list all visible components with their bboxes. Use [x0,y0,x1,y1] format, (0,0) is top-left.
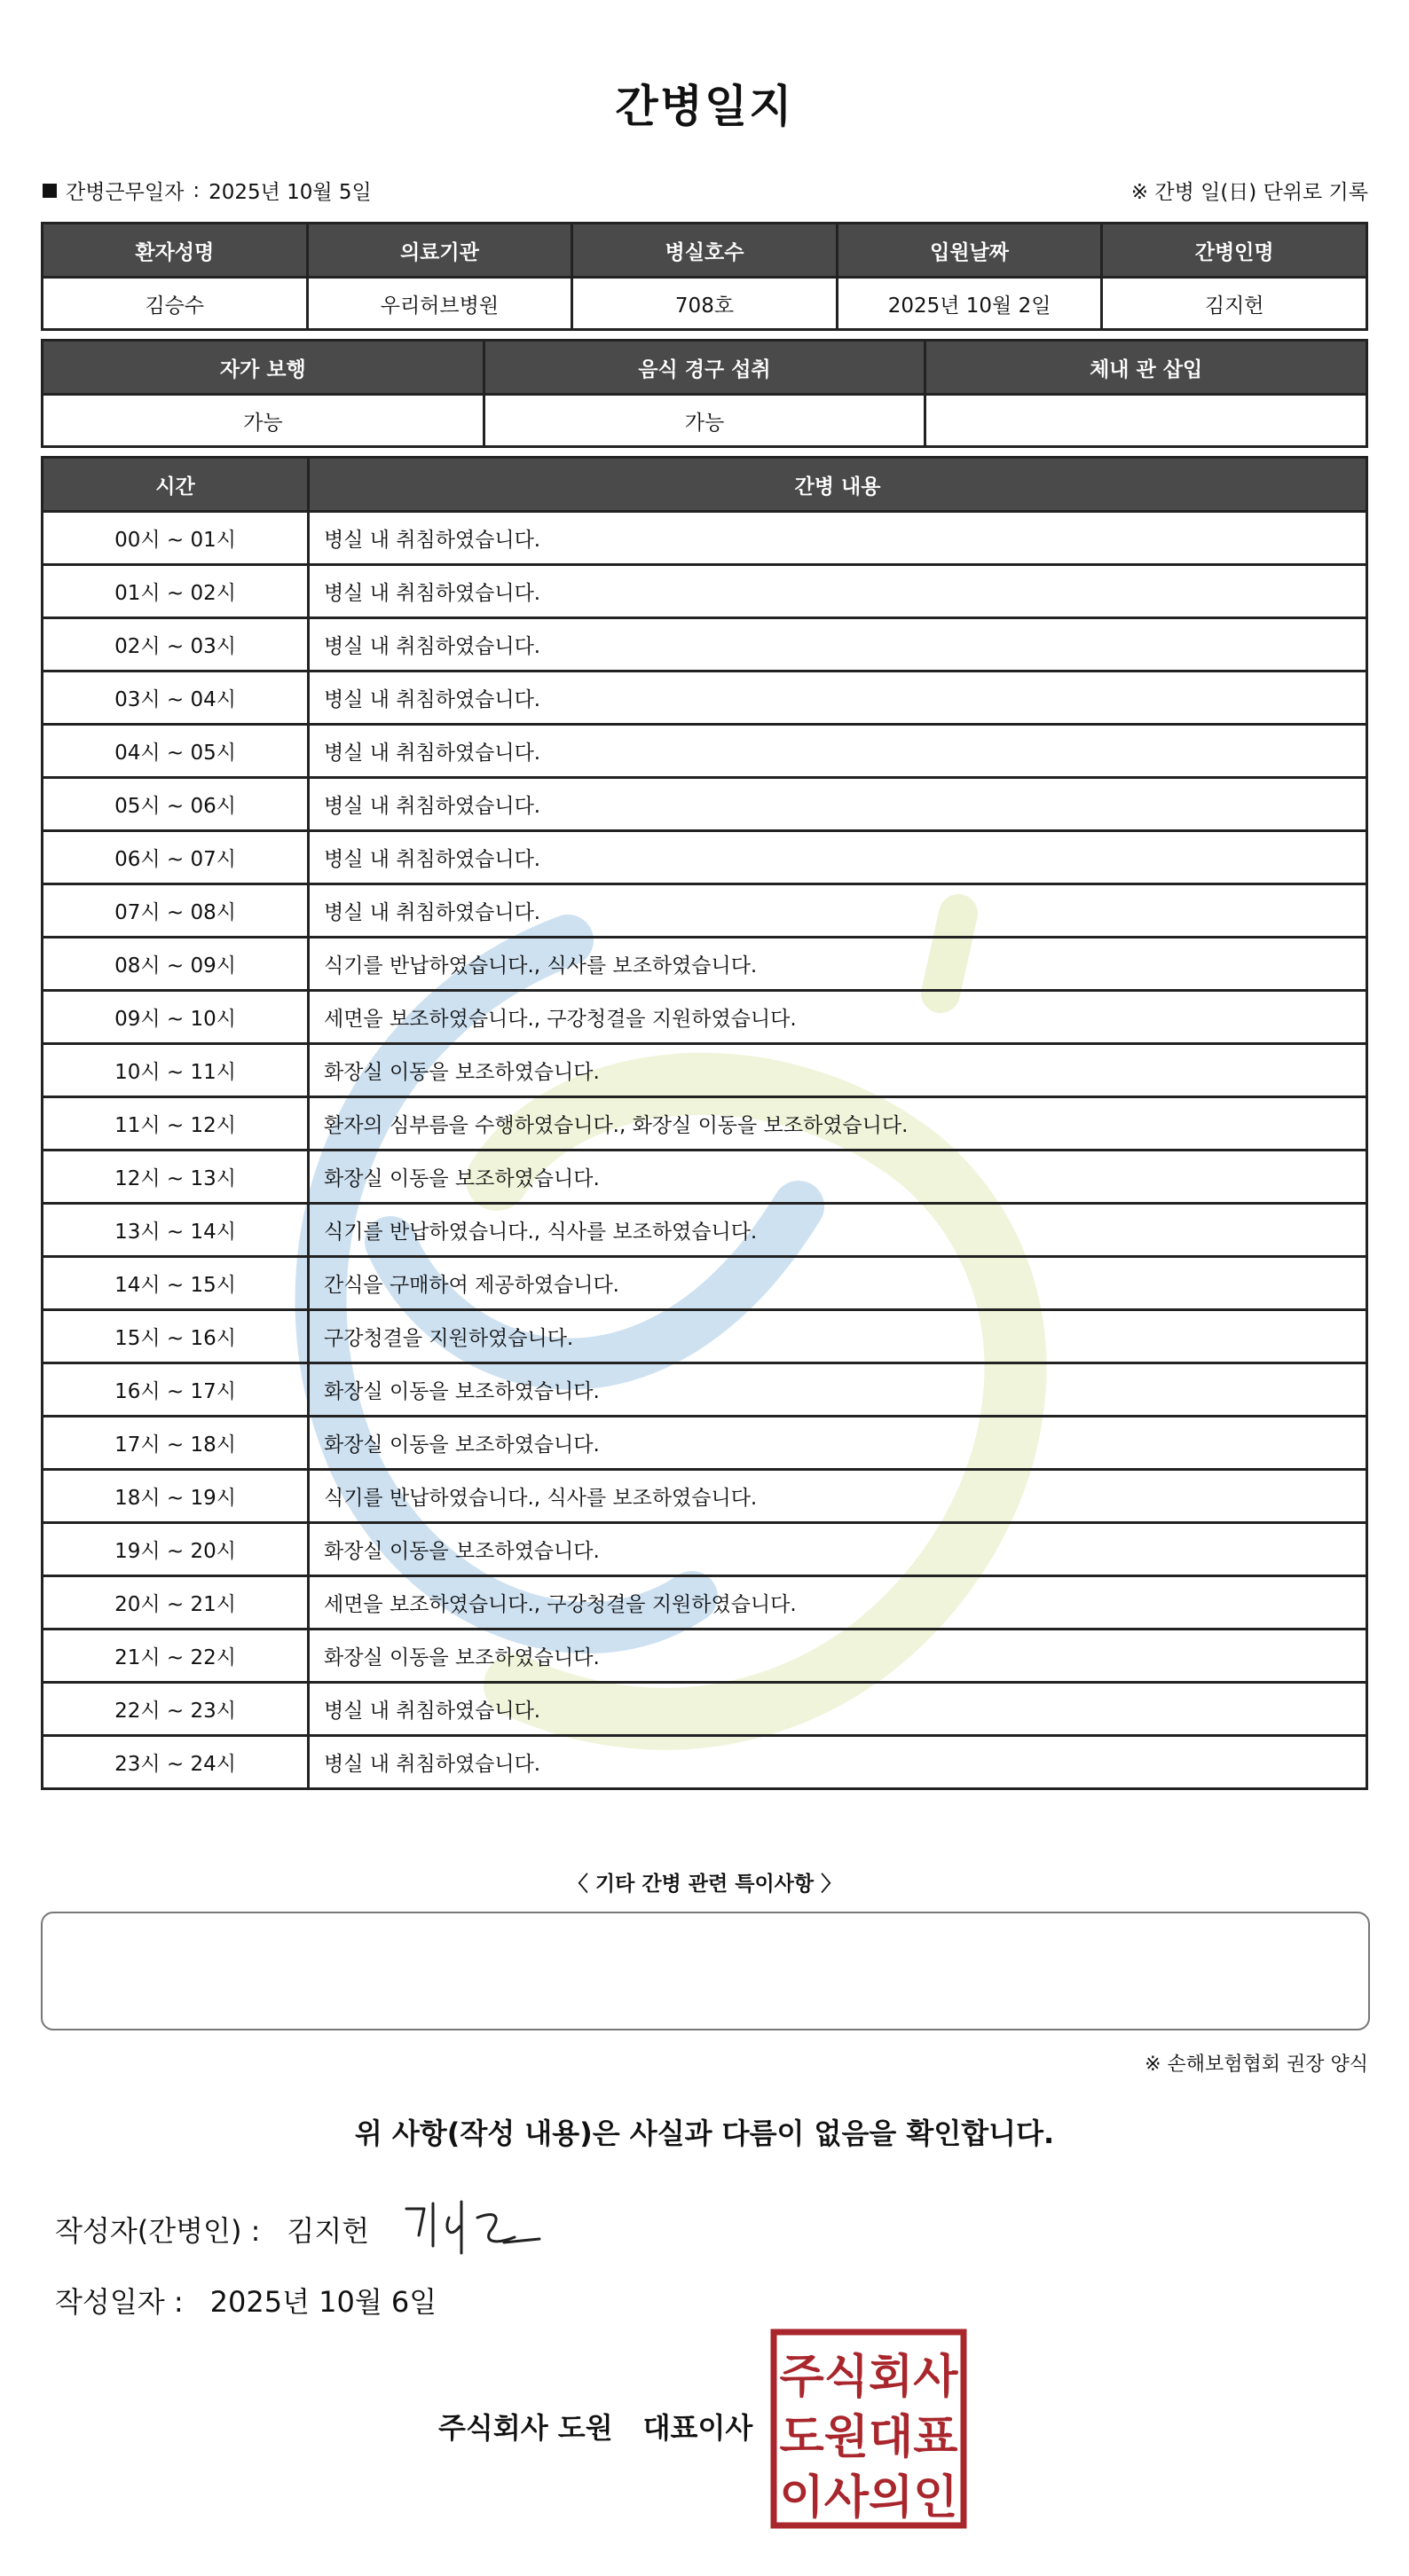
care-log-content: 병실 내 취침하였습니다. [309,618,1367,671]
care-log-time: 03시 ~ 04시 [43,671,309,725]
patient-info-header-row [43,224,1367,278]
company-title: 대표이사 [642,2411,753,2445]
write-date-line [55,2280,437,2321]
care-log-content: 환자의 심부름을 수행하였습니다., 화장실 이동을 보조하였습니다. [309,1097,1367,1151]
care-log-content: 식기를 반납하였습니다., 식사를 보조하였습니다. [309,1470,1367,1523]
patient-status-header-row [43,341,1367,395]
care-log-time: 00시 ~ 01시 [43,512,309,565]
header-caregiver-name: 간병인명 [1102,224,1367,278]
care-log-content: 식기를 반납하였습니다., 식사를 보조하였습니다. [309,938,1367,991]
care-log-row [43,884,1367,938]
square-bullet-icon [43,184,57,198]
work-date-value: 2025년 10월 5일 [209,181,372,204]
patient-info-table [41,222,1368,331]
care-log-content: 식기를 반납하였습니다., 식사를 보조하였습니다. [309,1204,1367,1257]
care-log-time: 11시 ~ 12시 [43,1097,309,1151]
care-log-content: 병실 내 취침하였습니다. [309,565,1367,618]
care-log-row [43,831,1367,884]
svg-text:주식회사: 주식회사 [779,2351,958,2404]
patient-status-table [41,339,1368,448]
care-log-time: 05시 ~ 06시 [43,778,309,831]
care-log-time: 09시 ~ 10시 [43,991,309,1044]
care-log-row [43,671,1367,725]
care-log-row [43,938,1367,991]
form-footnote: ※ 손해보험협회 권장 양식 [1145,2054,1368,2076]
care-log-time: 22시 ~ 23시 [43,1683,309,1736]
writer-line [55,2209,369,2250]
header-admission-date: 입원날짜 [837,224,1102,278]
remarks-title: 〈 기타 간병 관련 특이사항 〉 [567,1873,842,1896]
care-log-time: 19시 ~ 20시 [43,1523,309,1576]
header-tube-insertion: 체내 관 삽입 [925,341,1367,395]
care-log-time: 13시 ~ 14시 [43,1204,309,1257]
header-oral-intake: 음식 경구 섭취 [484,341,925,395]
care-log-row [43,725,1367,778]
work-date-line [43,176,372,205]
svg-text:도원대표: 도원대표 [779,2411,958,2464]
writer-label: 작성자(간병인) : [55,2214,261,2248]
care-log-time: 15시 ~ 16시 [43,1310,309,1363]
care-log-content: 병실 내 취침하였습니다. [309,671,1367,725]
care-log-content: 화장실 이동을 보조하였습니다. [309,1363,1367,1417]
care-log-row [43,1736,1367,1789]
care-log-row [43,1683,1367,1736]
care-log-time: 01시 ~ 02시 [43,565,309,618]
care-log-content: 화장실 이동을 보조하였습니다. [309,1417,1367,1470]
company-name: 주식회사 도원 [438,2411,613,2445]
care-log-row [43,1257,1367,1310]
handwritten-signature [398,2191,557,2271]
oral-intake-value: 가능 [484,395,925,447]
caregiver-name: 김지헌 [1102,278,1367,330]
care-log-content: 병실 내 취침하였습니다. [309,512,1367,565]
care-log-time: 06시 ~ 07시 [43,831,309,884]
header-self-walking: 자가 보행 [43,341,484,395]
care-log-time: 17시 ~ 18시 [43,1417,309,1470]
care-log-row [43,1523,1367,1576]
header-hospital: 의료기관 [307,224,572,278]
care-log-row [43,1310,1367,1363]
care-log-row [43,991,1367,1044]
care-log-time: 16시 ~ 17시 [43,1363,309,1417]
care-log-row [43,1630,1367,1683]
care-log-time: 02시 ~ 03시 [43,618,309,671]
self-walking-value: 가능 [43,395,484,447]
document-title: 간병일지 [615,81,794,132]
care-log-time: 23시 ~ 24시 [43,1736,309,1789]
patient-info-value-row [43,278,1367,330]
care-log-content: 화장실 이동을 보조하였습니다. [309,1523,1367,1576]
care-log-content: 화장실 이동을 보조하였습니다. [309,1044,1367,1097]
remarks-box [41,1912,1370,2030]
care-log-row [43,618,1367,671]
tube-insertion-value [925,395,1367,447]
header-patient-name: 환자성명 [43,224,308,278]
patient-name: 김승수 [43,278,308,330]
care-log-content: 병실 내 취침하였습니다. [309,1736,1367,1789]
write-date-value: 2025년 10월 6일 [209,2285,437,2319]
work-date-label: 간병근무일자 [66,181,185,204]
care-log-content: 구강청결을 지원하였습니다. [309,1310,1367,1363]
care-log-time: 04시 ~ 05시 [43,725,309,778]
header-care-content: 간병 내용 [309,458,1367,512]
care-log-content: 병실 내 취침하였습니다. [309,778,1367,831]
care-log-content: 세면을 보조하였습니다., 구강청결을 지원하였습니다. [309,991,1367,1044]
care-log-time: 20시 ~ 21시 [43,1576,309,1630]
care-log-row [43,1470,1367,1523]
care-log-content: 병실 내 취침하였습니다. [309,725,1367,778]
care-log-time: 21시 ~ 22시 [43,1630,309,1683]
writer-name: 김지헌 [287,2214,370,2248]
care-log-time: 07시 ~ 08시 [43,884,309,938]
care-log-row [43,512,1367,565]
room-number: 708호 [572,278,838,330]
work-date-separator: : [193,178,201,202]
admission-date: 2025년 10월 2일 [837,278,1102,330]
patient-status-value-row [43,395,1367,447]
care-log-time: 12시 ~ 13시 [43,1151,309,1204]
company-signature-line [438,2406,752,2446]
care-log-row [43,1044,1367,1097]
care-log-row [43,1204,1367,1257]
care-log-row [43,778,1367,831]
care-log-time: 10시 ~ 11시 [43,1044,309,1097]
care-log-row [43,565,1367,618]
care-log-row [43,1151,1367,1204]
care-log-time: 14시 ~ 15시 [43,1257,309,1310]
svg-text:이사의인: 이사의인 [779,2471,958,2525]
care-log-content: 병실 내 취침하였습니다. [309,884,1367,938]
care-log-row [43,1576,1367,1630]
care-log-time: 18시 ~ 19시 [43,1470,309,1523]
header-time: 시간 [43,458,309,512]
care-log-row [43,1097,1367,1151]
care-log-content: 간식을 구매하여 제공하였습니다. [309,1257,1367,1310]
hospital-name: 우리허브병원 [307,278,572,330]
care-log-time: 08시 ~ 09시 [43,938,309,991]
care-log-content: 세면을 보조하였습니다., 구강청결을 지원하였습니다. [309,1576,1367,1630]
company-seal-stamp [770,2329,967,2529]
unit-note: ※ 간병 일(日) 단위로 기록 [1130,181,1368,204]
header-room-number: 병실호수 [572,224,838,278]
care-log-table [41,456,1368,1790]
care-log-content: 화장실 이동을 보조하였습니다. [309,1151,1367,1204]
care-log-content: 병실 내 취침하였습니다. [309,1683,1367,1736]
care-log-row [43,1417,1367,1470]
write-date-label: 작성일자 : [55,2285,184,2319]
confirmation-statement: 위 사항(작성 내용)은 사실과 다름이 없음을 확인합니다. [354,2117,1055,2150]
care-log-row [43,1363,1367,1417]
care-log-content: 병실 내 취침하였습니다. [309,831,1367,884]
care-log-content: 화장실 이동을 보조하였습니다. [309,1630,1367,1683]
care-log-header-row [43,458,1367,512]
